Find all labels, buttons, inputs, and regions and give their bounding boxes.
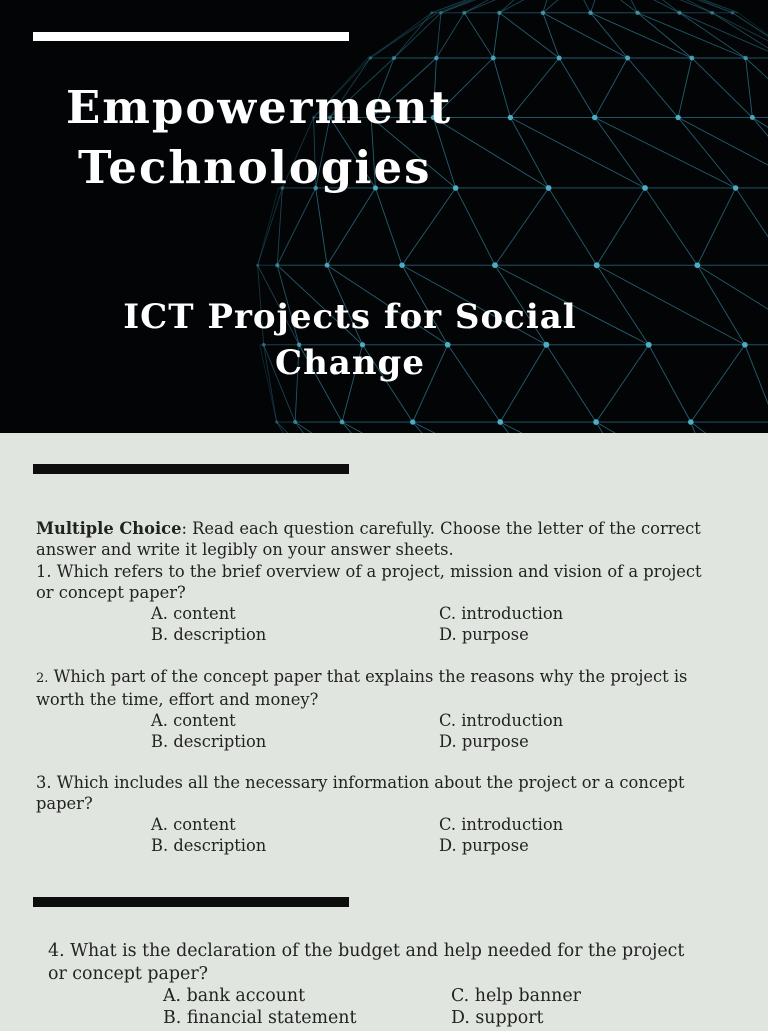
question-text: What is the declaration of the budget and help needed for the project xyxy=(70,941,685,961)
network-node xyxy=(557,55,562,60)
title-line-2: Technologies xyxy=(78,141,432,194)
network-edge xyxy=(277,188,315,265)
answer-option: A. content xyxy=(151,604,236,624)
network-edge xyxy=(628,58,679,118)
network-edge xyxy=(643,0,680,13)
instructions-text: : Read each question carefully. Choose the letter of the correct xyxy=(181,519,701,538)
network-edge xyxy=(499,0,531,13)
network-edge xyxy=(692,58,753,118)
question-line: or concept paper? xyxy=(36,583,186,603)
network-node xyxy=(497,11,501,15)
network-edge xyxy=(543,13,559,58)
network-edge xyxy=(678,118,736,188)
network-node xyxy=(275,420,278,423)
question-2 xyxy=(36,666,687,752)
network-node xyxy=(635,11,639,15)
network-edge xyxy=(441,0,508,13)
network-edge xyxy=(342,422,401,433)
question-line: worth the time, effort and money? xyxy=(36,690,319,710)
network-node xyxy=(492,262,498,268)
answer-option: C. help banner xyxy=(451,986,581,1006)
question-line: or concept paper? xyxy=(48,963,208,984)
top-white-bar xyxy=(33,32,349,41)
question-line xyxy=(36,561,702,582)
answer-option: D. purpose xyxy=(439,625,529,645)
network-node xyxy=(733,185,738,190)
answer-options xyxy=(48,985,684,1031)
answer-options xyxy=(36,814,685,856)
answer-option: B. description xyxy=(151,836,267,856)
network-edge xyxy=(316,188,327,265)
question-number: 3. xyxy=(36,773,52,792)
network-edge xyxy=(595,58,628,118)
network-node xyxy=(677,11,681,15)
network-node xyxy=(369,56,373,60)
network-node xyxy=(743,56,747,60)
instructions-block xyxy=(36,518,701,560)
question-1 xyxy=(36,561,702,645)
network-node xyxy=(325,263,330,268)
network-edge xyxy=(691,422,768,433)
network-node xyxy=(594,262,600,268)
network-edge xyxy=(596,345,649,422)
answer-option: B. description xyxy=(151,625,267,645)
network-edge xyxy=(745,345,768,422)
network-edge xyxy=(697,188,735,265)
network-node xyxy=(742,342,748,348)
network-node xyxy=(453,185,459,191)
network-edge xyxy=(680,13,746,58)
network-edge xyxy=(375,188,402,265)
network-edge xyxy=(295,422,400,433)
answer-option: D. support xyxy=(451,1008,544,1028)
network-edge xyxy=(597,265,745,345)
answer-option: A. bank account xyxy=(163,986,306,1006)
answer-option: C. introduction xyxy=(439,815,564,835)
answer-option: C. introduction xyxy=(439,711,564,731)
network-edge xyxy=(342,422,471,433)
network-node xyxy=(625,55,630,60)
network-node xyxy=(588,11,593,16)
network-node xyxy=(731,11,735,15)
network-node xyxy=(694,262,700,268)
answer-options xyxy=(36,710,687,752)
network-edge xyxy=(402,188,456,265)
network-edge xyxy=(394,13,432,58)
network-edge xyxy=(691,345,745,422)
question-line xyxy=(48,940,684,963)
network-edge xyxy=(691,422,718,433)
network-edge xyxy=(493,13,499,58)
answer-options xyxy=(36,603,702,645)
network-edge xyxy=(500,422,553,433)
network-edge xyxy=(649,345,691,422)
network-node xyxy=(592,115,598,121)
network-edge xyxy=(576,0,591,13)
answer-option: C. introduction xyxy=(439,604,564,624)
network-edge xyxy=(493,58,510,118)
instructions-line xyxy=(36,518,701,539)
network-edge xyxy=(327,188,375,265)
network-edge xyxy=(258,188,279,265)
network-node xyxy=(439,11,443,15)
network-edge xyxy=(413,422,553,433)
answer-option: D. purpose xyxy=(439,732,529,752)
instructions-label: Multiple Choice xyxy=(36,519,182,538)
network-edge xyxy=(596,422,718,433)
network-node xyxy=(434,56,439,61)
network-edge xyxy=(712,13,768,58)
instructions-line: answer and write it legibly on your answer sheets. xyxy=(36,540,454,560)
question-text: Which part of the concept paper that explains the reasons why the project is xyxy=(53,667,688,686)
network-edge xyxy=(464,13,493,58)
network-edge xyxy=(678,118,768,188)
question-3 xyxy=(36,772,685,856)
network-node xyxy=(430,11,433,14)
network-node xyxy=(508,115,513,120)
network-edge xyxy=(590,13,627,58)
network-edge xyxy=(678,58,692,118)
network-edge xyxy=(543,0,576,13)
network-node xyxy=(750,115,755,120)
network-node xyxy=(462,11,466,15)
subtitle-line-1: ICT Projects for Social xyxy=(123,297,577,337)
network-edge xyxy=(736,188,768,265)
network-node xyxy=(688,419,694,425)
network-edge xyxy=(500,422,638,433)
answer-option: B. financial statement xyxy=(163,1008,357,1028)
network-edge xyxy=(495,188,549,265)
network-node xyxy=(689,56,694,61)
answer-option: B. description xyxy=(151,732,267,752)
network-node xyxy=(646,342,652,348)
network-edge xyxy=(277,188,282,265)
network-edge xyxy=(596,422,638,433)
question-line xyxy=(36,666,687,689)
section-divider xyxy=(33,897,349,907)
network-edge xyxy=(258,188,283,265)
cover-title xyxy=(66,78,452,198)
network-node xyxy=(293,420,297,424)
section-divider xyxy=(33,464,349,474)
network-edge xyxy=(549,188,597,265)
network-node xyxy=(256,264,259,267)
network-edge xyxy=(510,118,548,188)
network-edge xyxy=(277,422,348,433)
network-edge xyxy=(746,58,753,118)
cover-subtitle xyxy=(110,294,590,386)
network-edge xyxy=(590,0,600,13)
network-node xyxy=(593,419,599,425)
network-edge xyxy=(413,422,471,433)
network-node xyxy=(497,419,503,425)
network-edge xyxy=(456,188,495,265)
question-text: Which includes all the necessary information about the project or a concept xyxy=(56,773,685,792)
network-node xyxy=(541,11,545,15)
question-number: 1. xyxy=(36,562,52,581)
answer-option: A. content xyxy=(151,711,236,731)
network-node xyxy=(710,11,714,15)
network-node xyxy=(340,420,345,425)
network-node xyxy=(392,56,396,60)
network-edge xyxy=(697,265,768,345)
network-edge xyxy=(752,118,768,188)
network-node xyxy=(642,185,648,191)
network-edge xyxy=(590,13,691,58)
subtitle-line-2: Change xyxy=(275,343,425,383)
network-edge xyxy=(464,0,531,13)
network-edge xyxy=(543,13,628,58)
network-node xyxy=(275,263,279,267)
network-edge xyxy=(559,58,595,118)
question-4 xyxy=(48,940,684,1031)
network-edge xyxy=(697,265,745,345)
title-line-1: Empowerment xyxy=(66,81,453,134)
question-line xyxy=(36,772,685,793)
cover-header xyxy=(0,0,768,433)
network-edge xyxy=(370,13,437,58)
question-number: 4. xyxy=(48,941,65,961)
question-text: Which refers to the brief overview of a project, mission and vision of a project xyxy=(56,562,702,581)
network-edge xyxy=(595,118,645,188)
network-edge xyxy=(597,265,649,345)
network-edge xyxy=(595,118,736,188)
answer-option: A. content xyxy=(151,815,236,835)
network-node xyxy=(399,262,405,268)
network-edge xyxy=(732,13,768,58)
network-edge xyxy=(645,188,697,265)
network-edge xyxy=(510,58,559,118)
network-edge xyxy=(638,13,692,58)
network-edge xyxy=(712,13,768,58)
network-edge xyxy=(499,13,559,58)
network-edge xyxy=(752,118,768,188)
question-line: paper? xyxy=(36,794,93,814)
network-edge xyxy=(732,13,768,58)
network-edge xyxy=(597,188,645,265)
question-number: 2. xyxy=(36,671,49,686)
answer-option: D. purpose xyxy=(439,836,529,856)
network-node xyxy=(410,419,415,424)
network-node xyxy=(675,115,680,120)
network-node xyxy=(546,185,552,191)
network-edge xyxy=(638,13,746,58)
network-node xyxy=(491,56,496,61)
